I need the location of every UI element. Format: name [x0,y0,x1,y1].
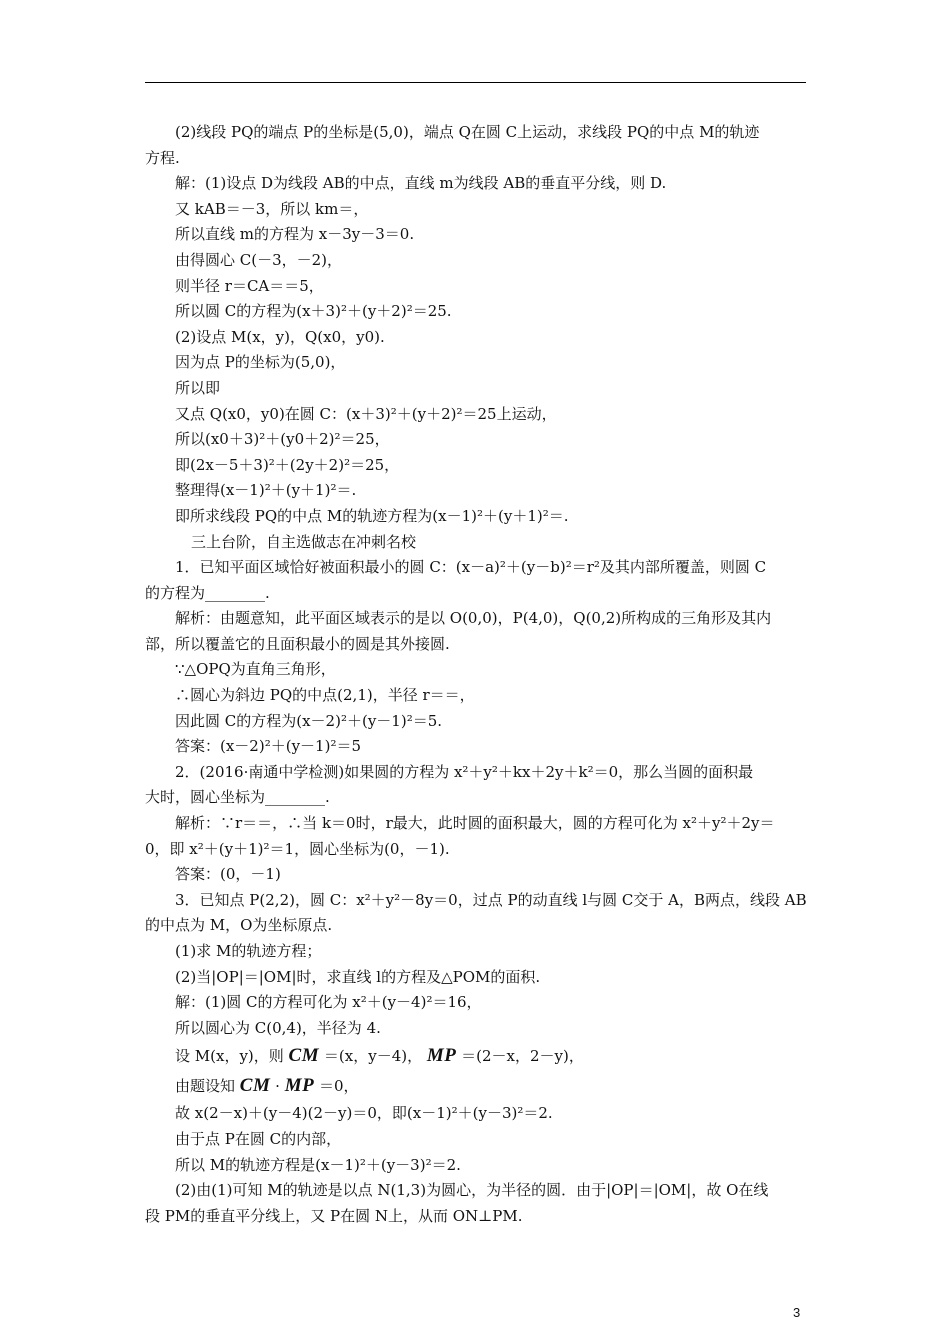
text-line: 因为点 P的坐标为(5,0)， [175,353,346,372]
text-line: 所以即 [175,378,221,397]
text-line: 1．已知平面区域恰好被面积最小的圆 C：(x－a)²＋(y－b)²＝r²及其内部所覆盖，则圆 C [175,558,767,577]
text-line: (2)设点 M(x，y)，Q(x0，y0). [175,327,385,346]
text-line: (2)线段 PQ的端点 P的坐标是(5,0)，端点 Q在圆 C上运动，求线段 PQ的中点 M的轨迹 [175,123,760,141]
text-line: 所以(x0＋3)²＋(y0＋2)²＝25， [175,430,390,449]
text-line: 因此圆 C的方程为(x－2)²＋(y－1)²＝5. [175,711,443,730]
text-line: 则半径 r＝CA＝＝5， [175,276,324,295]
text-span: ＝0， [319,1077,359,1096]
text-line: 所以直线 m的方程为 x－3y－3＝0. [175,225,415,244]
text-line [145,1071,806,1101]
text-line: 又 kAB＝－3，所以 km＝， [175,199,369,218]
vector-mp: MP [284,1075,315,1097]
text-line: 的方程为________. [145,583,270,602]
text-line: 即(2x－5＋3)²＋(2y＋2)²＝25， [175,455,400,474]
text-line: 大时，圆心坐标为________. [145,788,330,807]
text-line: 方程. [145,148,180,167]
vector-cm: CM [239,1075,271,1097]
page-number: 3 [793,1305,801,1320]
text-line: 的中点为 M，O为坐标原点. [145,916,333,935]
document-body [145,120,806,1229]
text-line: 3．已知点 P(2,2)，圆 C：x²＋y²－8y＝0，过点 P的动直线 l与圆 C交于 A，B两点，线段 AB [175,890,807,909]
text-span: 由题设知 [175,1077,236,1096]
text-line: 答案：(0，－1) [175,865,281,884]
text-line: 2．(2016·南通中学检测)如果圆的方程为 x²＋y²＋kx＋2y＋k²＝0，那么当圆的面积最 [175,762,754,781]
text-line: 解：(1)圆 C的方程可化为 x²＋(y－4)²＝16， [175,993,482,1012]
text-line: 又点 Q(x0，y0)在圆 C：(x＋3)²＋(y＋2)²＝25上运动， [175,404,557,423]
text-line: 解：(1)设点 D为线段 AB的中点，直线 m为线段 AB的垂直平分线，则 D. [175,174,667,193]
header-rule [145,82,806,83]
text-line: 由得圆心 C(－3，－2)， [175,250,343,269]
vector-mp: MP [426,1045,457,1067]
vector-cm: CM [288,1045,320,1067]
text-span: 设 M(x，y)，则 [175,1047,284,1066]
text-line [145,1041,806,1071]
text-line: 所以圆 C的方程为(x＋3)²＋(y＋2)²＝25. [175,302,452,321]
text-line: ∵△OPQ为直角三角形， [175,660,336,679]
text-line: 部，所以覆盖它的且面积最小的圆是其外接圆. [145,634,450,653]
text-line: 所以圆心为 C(0,4)，半径为 4. [175,1018,381,1037]
text-span: ＝(2－x，2－y)， [461,1047,584,1066]
text-span: ＝(x，y－4)， [323,1047,423,1066]
text-line: 解析：由题意知，此平面区域表示的是以 O(0,0)，P(4,0)，Q(0,2)所构成的三角形及其内 [175,609,772,628]
text-line: (2)当|OP|＝|OM|时，求直线 l的方程及△POM的面积. [175,967,541,986]
text-line: (1)求 M的轨迹方程； [175,942,322,960]
section-heading: 三上台阶，自主选做志在冲刺名校 [191,532,417,551]
text-line: (2)由(1)可知 M的轨迹是以点 N(1,3)为圆心，为半径的圆．由于|OP|＝|OM|，故 O在线 [175,1181,769,1200]
text-line: 即所求线段 PQ的中点 M的轨迹方程为(x－1)²＋(y＋1)²＝. [175,506,569,525]
text-line: 段 PM的垂直平分线上，又 P在圆 N上，从而 ON⊥PM. [145,1206,523,1225]
text-line: 由于点 P在圆 C的内部， [175,1129,342,1148]
text-line: 所以 M的轨迹方程是(x－1)²＋(y－3)²＝2. [175,1155,461,1174]
text-line: ∴圆心为斜边 PQ的中点(2,1)，半径 r＝＝， [175,686,475,705]
text-line: 答案：(x－2)²＋(y－1)²＝5 [175,737,361,756]
dot-operator: · [275,1077,280,1096]
text-line: 整理得(x－1)²＋(y＋1)²＝. [175,481,357,500]
text-line: 0，即 x²＋(y＋1)²＝1，圆心坐标为(0，－1). [145,839,450,858]
text-line: 故 x(2－x)＋(y－4)(2－y)＝0，即(x－1)²＋(y－3)²＝2. [175,1104,553,1123]
text-line: 解析：∵r＝＝，∴当 k＝0时，r最大，此时圆的面积最大，圆的方程可化为 x²＋y²＋2y＝ [175,814,775,833]
